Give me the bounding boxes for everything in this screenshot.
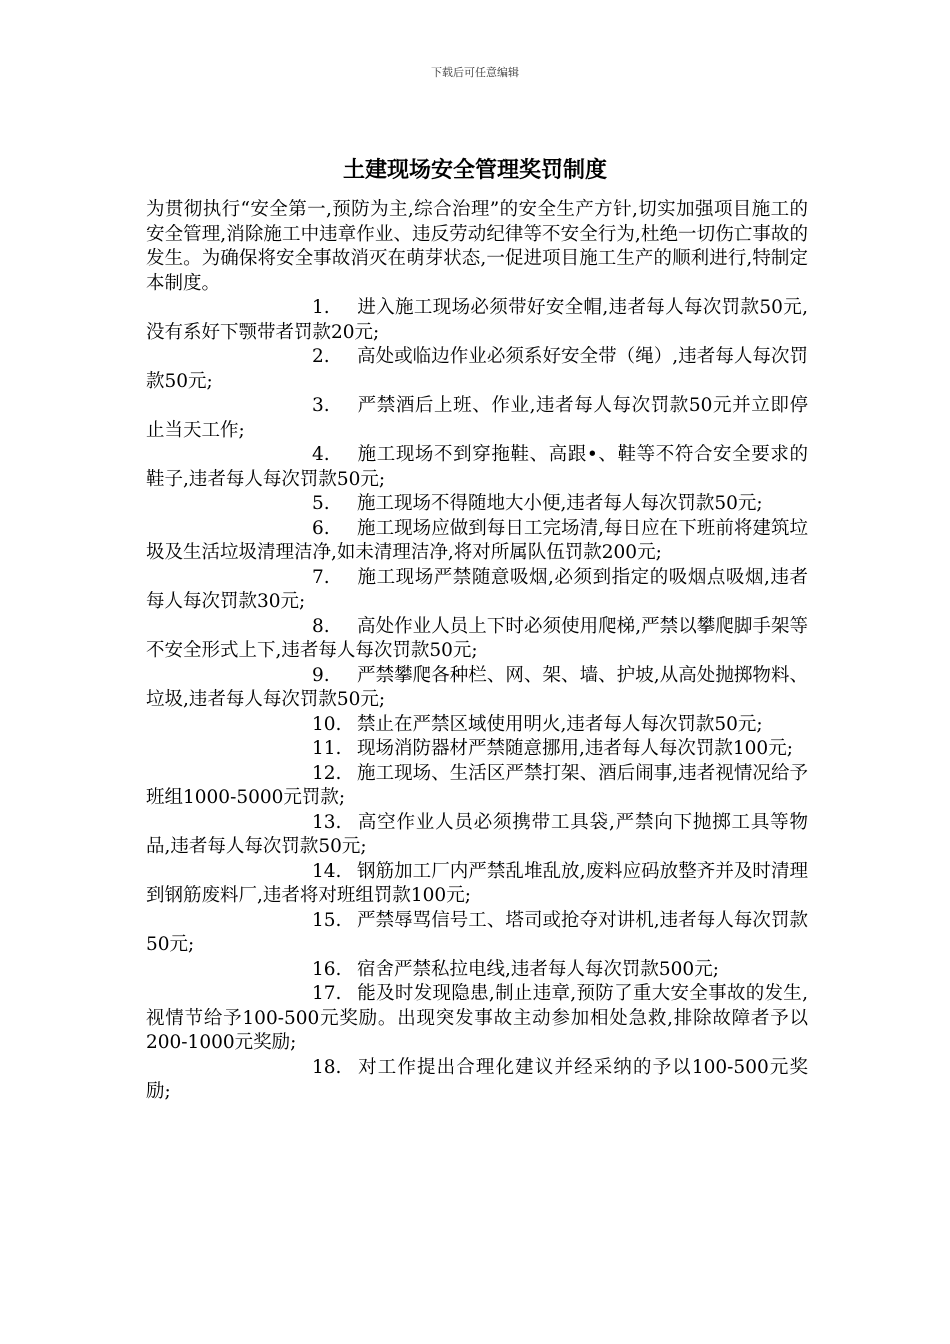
rule-item [146, 958, 808, 983]
rule-number: 6. [312, 517, 330, 539]
rule-text: 现场消防器材严禁随意挪用,违者每人每次罚款100元; [357, 738, 793, 759]
rule-item [146, 909, 808, 958]
rule-number: 1. [312, 297, 330, 318]
rule-number: 9. [312, 664, 330, 686]
rule-number: 14. [312, 860, 342, 882]
rule-number: 12. [312, 762, 342, 784]
rule-item [146, 345, 808, 394]
rule-text: 施工现场、生活区严禁打架、酒后闹事,违者视情况给予班组1000-5000元罚款; [146, 762, 808, 808]
rule-text: 施工现场严禁随意吸烟,必须到指定的吸烟点吸烟,违者每人每次罚款30元; [146, 566, 808, 612]
rule-number: 11. [312, 738, 342, 759]
rule-text: 高空作业人员必须携带工具袋,严禁向下抛掷工具等物品,违者每人每次罚款50元; [146, 811, 808, 857]
rule-text: 高处作业人员上下时必须使用爬梯,严禁以攀爬脚手架等不安全形式上下,违者每人每次罚款50元; [146, 615, 808, 661]
rule-number: 13. [312, 811, 342, 833]
rule-item [146, 982, 808, 1056]
document-title: 土建现场安全管理奖罚制度 [342, 157, 607, 183]
rule-text: 严禁攀爬各种栏、网、架、墙、护坡,从高处抛掷物料、垃圾,违者每人每次罚款50元; [146, 664, 808, 710]
rule-text: 能及时发现隐患,制止违章,预防了重大安全事故的发生,视情节给予100-500元奖励。出现突发事故主动参加相处急救,排除故障者予以200-1000元奖励; [146, 983, 808, 1053]
rule-text: 禁止在严禁区域使用明火,违者每人每次罚款50元; [357, 713, 763, 735]
page-header-note: 下载后可任意编辑 [431, 66, 519, 79]
rule-number: 10. [312, 713, 342, 735]
rule-number: 15. [312, 909, 342, 931]
rule-text: 对工作提出合理化建议并经采纳的予以100-500元奖励; [146, 1056, 808, 1102]
rule-number: 16. [312, 958, 342, 980]
rule-text: 钢筋加工厂内严禁乱堆乱放,废料应码放整齐并及时清理到钢筋废料厂,违者将对班组罚款100元; [146, 860, 808, 906]
rule-text: 高处或临边作业必须系好安全带（绳）,违者每人每次罚款50元; [146, 346, 808, 392]
rule-number: 2. [312, 346, 330, 367]
rule-number: 7. [312, 566, 330, 588]
rule-item [146, 811, 808, 860]
rule-item [146, 1056, 808, 1105]
rule-item [146, 860, 808, 909]
rule-text: 施工现场不得随地大小便,违者每人每次罚款50元; [357, 493, 763, 514]
rule-item [146, 615, 808, 664]
rule-number: 5. [312, 493, 330, 514]
rule-item [146, 664, 808, 713]
rule-item [146, 517, 808, 566]
rule-text: 严禁辱骂信号工、塔司或抢夺对讲机,违者每人每次罚款50元; [146, 909, 808, 955]
rule-item [146, 713, 808, 738]
document-body [146, 198, 808, 1105]
rule-text: 宿舍严禁私拉电线,违者每人每次罚款500元; [357, 958, 719, 980]
intro-paragraph: 为贯彻执行“安全第一,预防为主,综合治理”的安全生产方针,切实加强项目施工的安全管理,消除施工中违章作业、违反劳动纪律等不安全行为,杜绝一切伤亡事故的发生。为确保将安全事故消灭在萌芽状态,一促进项目施工生产的顺利进行,特制定本制度。 [146, 199, 808, 294]
rule-text: 施工现场不到穿拖鞋、高跟•、鞋等不符合安全要求的鞋子,违者每人每次罚款50元; [146, 444, 808, 490]
rule-item [146, 492, 808, 517]
rule-number: 4. [312, 444, 330, 465]
rule-text: 严禁酒后上班、作业,违者每人每次罚款50元并立即停止当天工作; [146, 395, 808, 441]
rule-number: 8. [312, 615, 330, 637]
rule-item [146, 566, 808, 615]
rule-text: 施工现场应做到每日工完场清,每日应在下班前将建筑垃圾及生活垃圾清理洁净,如未清理洁净,将对所属队伍罚款200元; [146, 517, 808, 563]
rule-number: 18. [312, 1056, 342, 1078]
rule-item [146, 737, 808, 762]
rule-text: 进入施工现场必须带好安全帽,违者每人每次罚款50元,没有系好下颚带者罚款20元; [146, 297, 808, 343]
rule-item [146, 296, 808, 345]
rule-number: 17. [312, 983, 342, 1004]
rule-item [146, 443, 808, 492]
rule-number: 3. [312, 395, 330, 416]
rule-item [146, 394, 808, 443]
rule-item [146, 762, 808, 811]
